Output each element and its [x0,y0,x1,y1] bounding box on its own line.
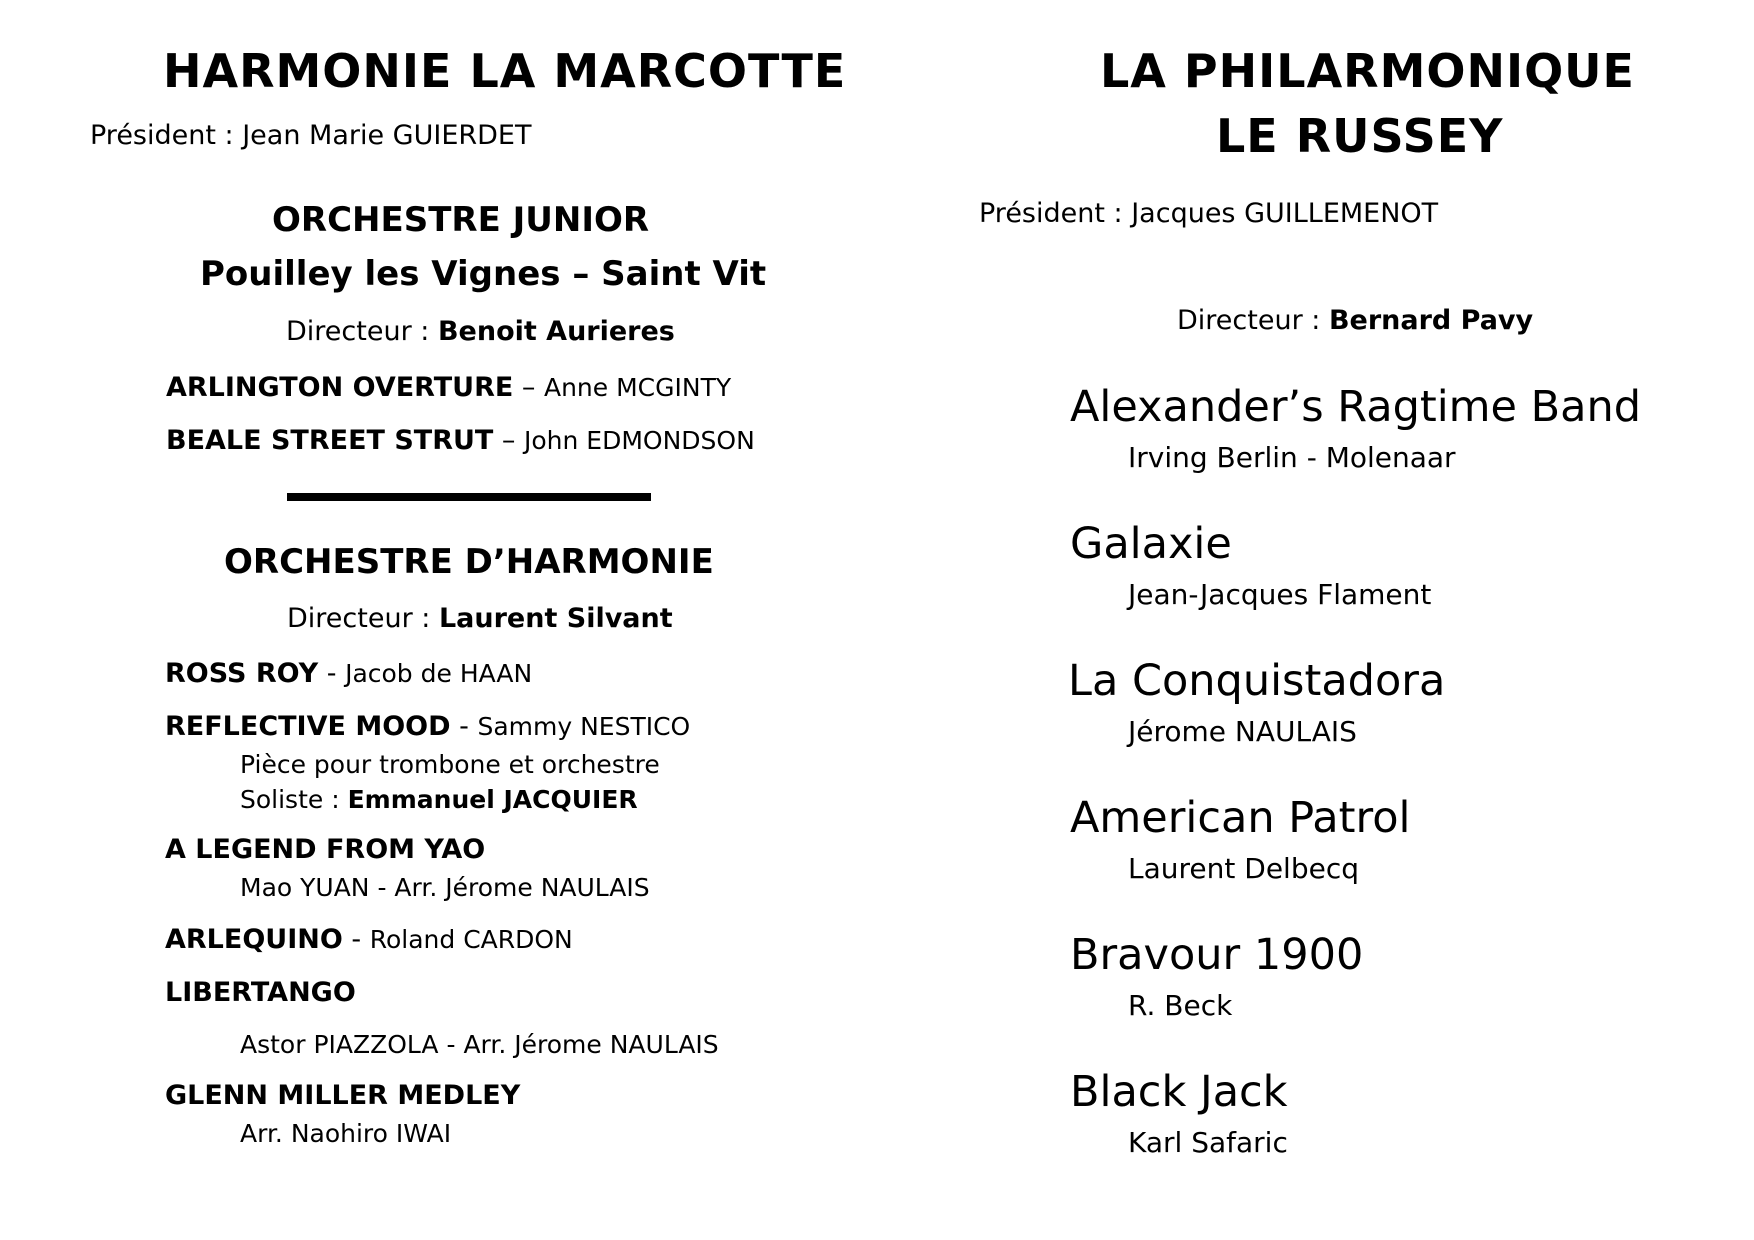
piece-composer: Anne MCGINTY [543,373,732,402]
junior-subheading: Pouilley les Vignes – Saint Vit [200,254,767,294]
piece-title: ARLINGTON OVERTURE [166,372,514,403]
director-name: Laurent Silvant [438,603,673,634]
piece-composer: Roland CARDON [369,925,573,954]
right-piece-3-composer: Jérome NAULAIS [1128,715,1357,748]
harmonie-piece-1 [165,658,532,689]
right-piece-4-composer: Laurent Delbecq [1128,852,1359,885]
right-piece-3-title: La Conquistadora [1068,656,1446,706]
piece-composer: Sammy NESTICO [477,712,691,741]
piece-composer: Jacob de HAAN [345,659,533,688]
director-label: Directeur : [286,316,430,347]
piece-separator: – [513,372,544,403]
junior-piece-1 [166,372,731,403]
right-title-line2: LE RUSSEY [1216,109,1504,163]
left-title: HARMONIE LA MARCOTTE [163,44,847,98]
left-president [90,120,531,151]
harmonie-piece-4 [165,924,573,955]
soloist-name: Emmanuel JACQUIER [347,785,638,814]
piece-title: A LEGEND FROM YAO [165,834,486,865]
right-piece-6-title: Black Jack [1070,1067,1288,1117]
harmonie-director [287,603,673,634]
piece-separator: – [493,425,524,456]
piece-title: BEALE STREET STRUT [166,425,494,456]
right-piece-4-title: American Patrol [1070,793,1411,843]
junior-heading: ORCHESTRE JUNIOR [272,200,650,240]
right-piece-2-title: Galaxie [1070,519,1232,569]
harmonie-piece-3 [165,834,485,865]
right-piece-5-title: Bravour 1900 [1070,930,1364,980]
right-title-line1: LA PHILARMONIQUE [1100,44,1635,98]
section-divider [287,493,651,501]
piece-composer: John EDMONDSON [524,426,755,455]
right-piece-6-composer: Karl Safaric [1128,1126,1288,1159]
piece-title: REFLECTIVE MOOD [165,711,451,742]
president-name: Jacques GUILLEMENOT [1131,198,1439,229]
harmonie-heading: ORCHESTRE D’HARMONIE [224,542,714,582]
piece-detail: Mao YUAN - Arr. Jérome NAULAIS [240,873,650,902]
junior-piece-2 [166,425,755,456]
director-name: Benoit Aurieres [437,316,675,347]
soloist-label: Soliste : [240,785,340,814]
right-piece-1-title: Alexander’s Ragtime Band [1070,382,1642,432]
director-name: Bernard Pavy [1328,305,1534,336]
harmonie-piece-6 [165,1080,520,1111]
piece-soloist [240,785,638,814]
president-label: Président : [979,198,1123,229]
right-piece-2-composer: Jean-Jacques Flament [1128,578,1432,611]
junior-director [286,316,675,347]
harmonie-piece-5 [165,977,356,1008]
director-label: Directeur : [287,603,431,634]
piece-separator: - [342,924,370,955]
piece-title: LIBERTANGO [165,977,356,1008]
right-piece-5-composer: R. Beck [1128,989,1233,1022]
director-label: Directeur : [1177,305,1321,336]
right-piece-1-composer: Irving Berlin - Molenaar [1128,441,1456,474]
president-name: Jean Marie GUIERDET [242,120,532,151]
harmonie-piece-2 [165,711,690,742]
right-president [979,198,1438,229]
piece-detail: Astor PIAZZOLA - Arr. Jérome NAULAIS [240,1030,719,1059]
piece-title: GLENN MILLER MEDLEY [165,1080,521,1111]
piece-separator: - [450,711,478,742]
right-director [1177,305,1533,336]
president-label: Président : [90,120,234,151]
piece-detail: Pièce pour trombone et orchestre [240,750,660,779]
piece-title: ARLEQUINO [165,924,343,955]
piece-detail: Arr. Naohiro IWAI [240,1119,452,1148]
piece-title: ROSS ROY [165,658,319,689]
piece-separator: - [318,658,346,689]
